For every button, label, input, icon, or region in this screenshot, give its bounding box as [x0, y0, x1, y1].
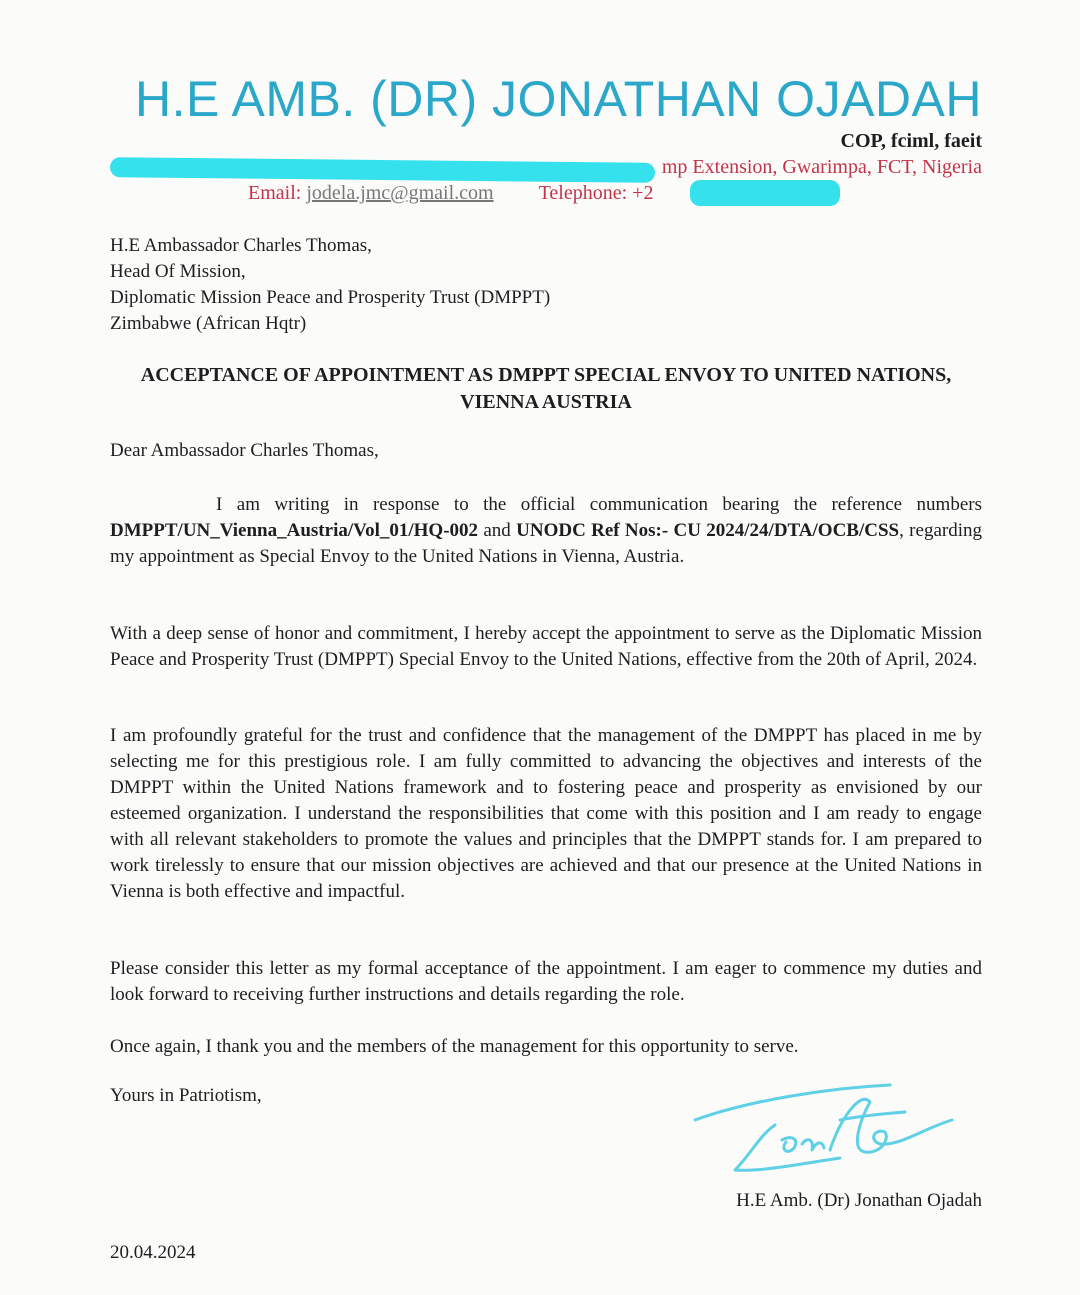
letterhead-address	[662, 156, 982, 179]
signatory-name: H.E Amb. (Dr) Jonathan Ojadah	[736, 1190, 982, 1211]
telephone-label: Telephone: +2	[538, 182, 654, 204]
address-redaction-scribble	[110, 157, 655, 183]
closing-line: Yours in Patriotism,	[110, 1085, 262, 1106]
addressee-line: Zimbabwe (African Hqtr)	[110, 313, 307, 334]
email-label: Email:	[248, 182, 302, 204]
paragraph-4: Please consider this letter as my formal acceptance of the appointment. I am eager to commence my duties and look forward to receiving further instructions and details regarding the role.	[110, 958, 982, 1005]
subject-heading: ACCEPTANCE OF APPOINTMENT AS DMPPT SPECIAL ENVOY TO UNITED NATIONS, VIENNA AUSTRIA	[140, 364, 952, 413]
paragraph-1-text: I am writing in response to the official communication bearing the reference numbers	[216, 494, 982, 515]
paragraph-1	[110, 492, 982, 570]
paragraph-5: Once again, I thank you and the members of the management for this opportunity to serve.	[110, 1036, 799, 1057]
email-link[interactable]: jodela.jmc@gmail.com	[306, 182, 494, 204]
letterhead-credentials: COP, fciml, faeit	[840, 130, 982, 152]
addressee-line: Head Of Mission,	[110, 261, 246, 282]
addressee-line: Diplomatic Mission Peace and Prosperity Trust (DMPPT)	[110, 287, 551, 308]
reference-number-2: UNODC Ref Nos:- CU 2024/24/DTA/OCB/CSS	[516, 520, 900, 541]
reference-number-1: DMPPT/UN_Vienna_Austria/Vol_01/HQ-002	[110, 520, 479, 541]
paragraph-1-text: and	[478, 520, 517, 541]
salutation: Dear Ambassador Charles Thomas,	[110, 440, 379, 461]
telephone-redaction-scribble	[690, 180, 840, 206]
address-visible-text: mp Extension, Gwarimpa, FCT, Nigeria	[661, 156, 982, 178]
letterhead-name: H.E AMB. (DR) JONATHAN OJADAH	[135, 71, 982, 127]
addressee-line: H.E Ambassador Charles Thomas,	[110, 235, 372, 256]
handwritten-signature	[690, 1080, 960, 1180]
addressee-block	[110, 233, 550, 337]
paragraph-3: I am profoundly grateful for the trust and confidence that the management of the DMPPT has placed in me by selecting me for this prestigious role. I am fully committed to advancing the objectives and interests of the DMPPT within the United Nations framework and to fostering peace and prosperity as envisioned by our esteemed organization. I understand the responsibilities that come with this position and I am ready to engage with all relevant stakeholders to promote the values and principles that the DMPPT stands for. I am prepared to work tirelessly to ensure that our mission objectives are achieved and that our presence at the United Nations in Vienna is both effective and impactful.	[110, 725, 982, 902]
letter-date: 20.04.2024	[110, 1242, 196, 1263]
paragraph-1-text: , regarding my appointment as Special Envoy to the United Nations in Vienna, Austria.	[110, 520, 982, 567]
paragraph-2: With a deep sense of honor and commitment, I hereby accept the appointment to serve as the Diplomatic Mission Peace and Prosperity Trust (DMPPT) Special Envoy to the United Nations, effective from the 20th of April, 2024.	[110, 623, 982, 670]
